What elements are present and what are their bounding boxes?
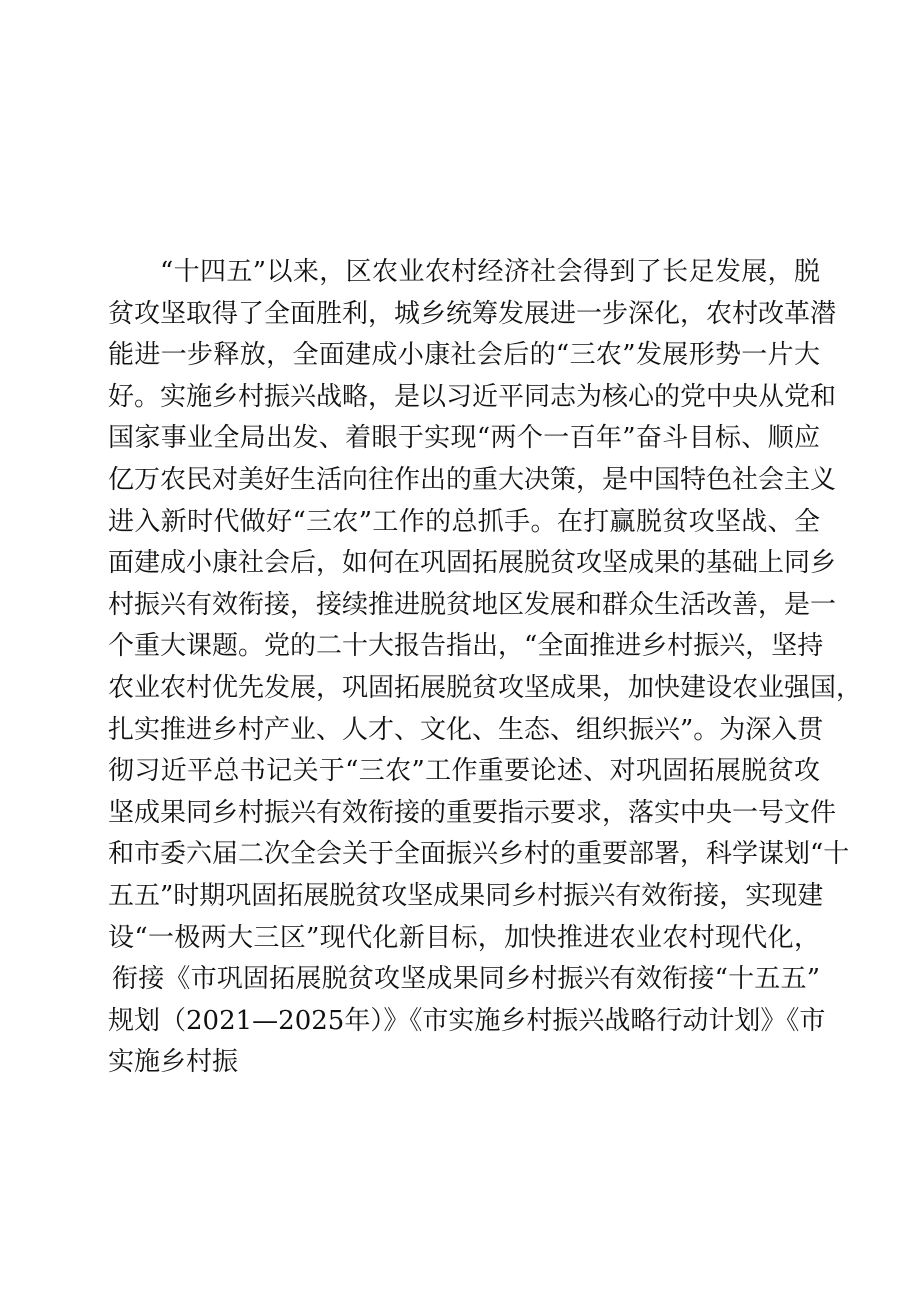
paragraph-line: 坚成果同乡村振兴有效衔接的重要指示要求，落实中央一号文件 <box>108 797 837 828</box>
paragraph-line: 扎实推进乡村产业、人才、文化、生态、组织振兴”。为深入贯 <box>108 714 824 745</box>
paragraph-line: 进入新时代做好“三农”工作的总抓手。在打赢脱贫攻坚战、全 <box>108 506 820 537</box>
paragraph-line: 和市委六届二次全会关于全面振兴乡村的重要部署，科学谋划“十 <box>108 839 850 870</box>
paragraph-line: 贫攻坚取得了全面胜利，城乡统筹发展进一步深化，农村改革潜 <box>108 298 837 329</box>
paragraph-line: 农业农村优先发展，巩固拓展脱贫攻坚成果，加快建设农业强国， <box>108 672 863 703</box>
paragraph-line: 面建成小康社会后，如何在巩固拓展脱贫攻坚成果的基础上同乡 <box>108 548 837 579</box>
paragraph-line: 村振兴有效衔接，接续推进脱贫地区发展和群众生活改善，是一 <box>108 589 837 620</box>
paragraph-line: 实施乡村振 <box>108 1047 239 1078</box>
paragraph-line: 彻习近平总书记关于“三农”工作重要论述、对巩固拓展脱贫攻 <box>108 756 820 787</box>
paragraph-line: 亿万农民对美好生活向往作出的重大决策，是中国特色社会主义 <box>108 464 837 495</box>
body-paragraph <box>108 252 863 1084</box>
paragraph-line: 国家事业全局出发、着眼于实现“两个一百年”奋斗目标、顺应 <box>108 423 820 454</box>
paragraph-line: 能进一步释放，全面建成小康社会后的“三农”发展形势一片大 <box>108 340 820 371</box>
paragraph-line: 个重大课题。党的二十大报告指出，“全面推进乡村振兴，坚持 <box>108 631 824 662</box>
paragraph-line: 规划（2021—2025年）》《市实施乡村振兴战略行动计划》《市 <box>108 1005 826 1036</box>
paragraph-line: “十四五”以来，区农业农村经济社会得到了长足发展，脱 <box>160 257 820 287</box>
paragraph-line: 衔接《市巩固拓展脱贫攻坚成果同乡村振兴有效衔接“十五五” <box>112 964 820 995</box>
paragraph-line: 好。实施乡村振兴战略，是以习近平同志为核心的党中央从党和 <box>108 381 837 412</box>
paragraph-line: 五五”时期巩固拓展脱贫攻坚成果同乡村振兴有效衔接，实现建 <box>108 880 824 911</box>
paragraph-line: 设“一极两大三区”现代化新目标，加快推进农业农村现代化， <box>108 922 820 953</box>
